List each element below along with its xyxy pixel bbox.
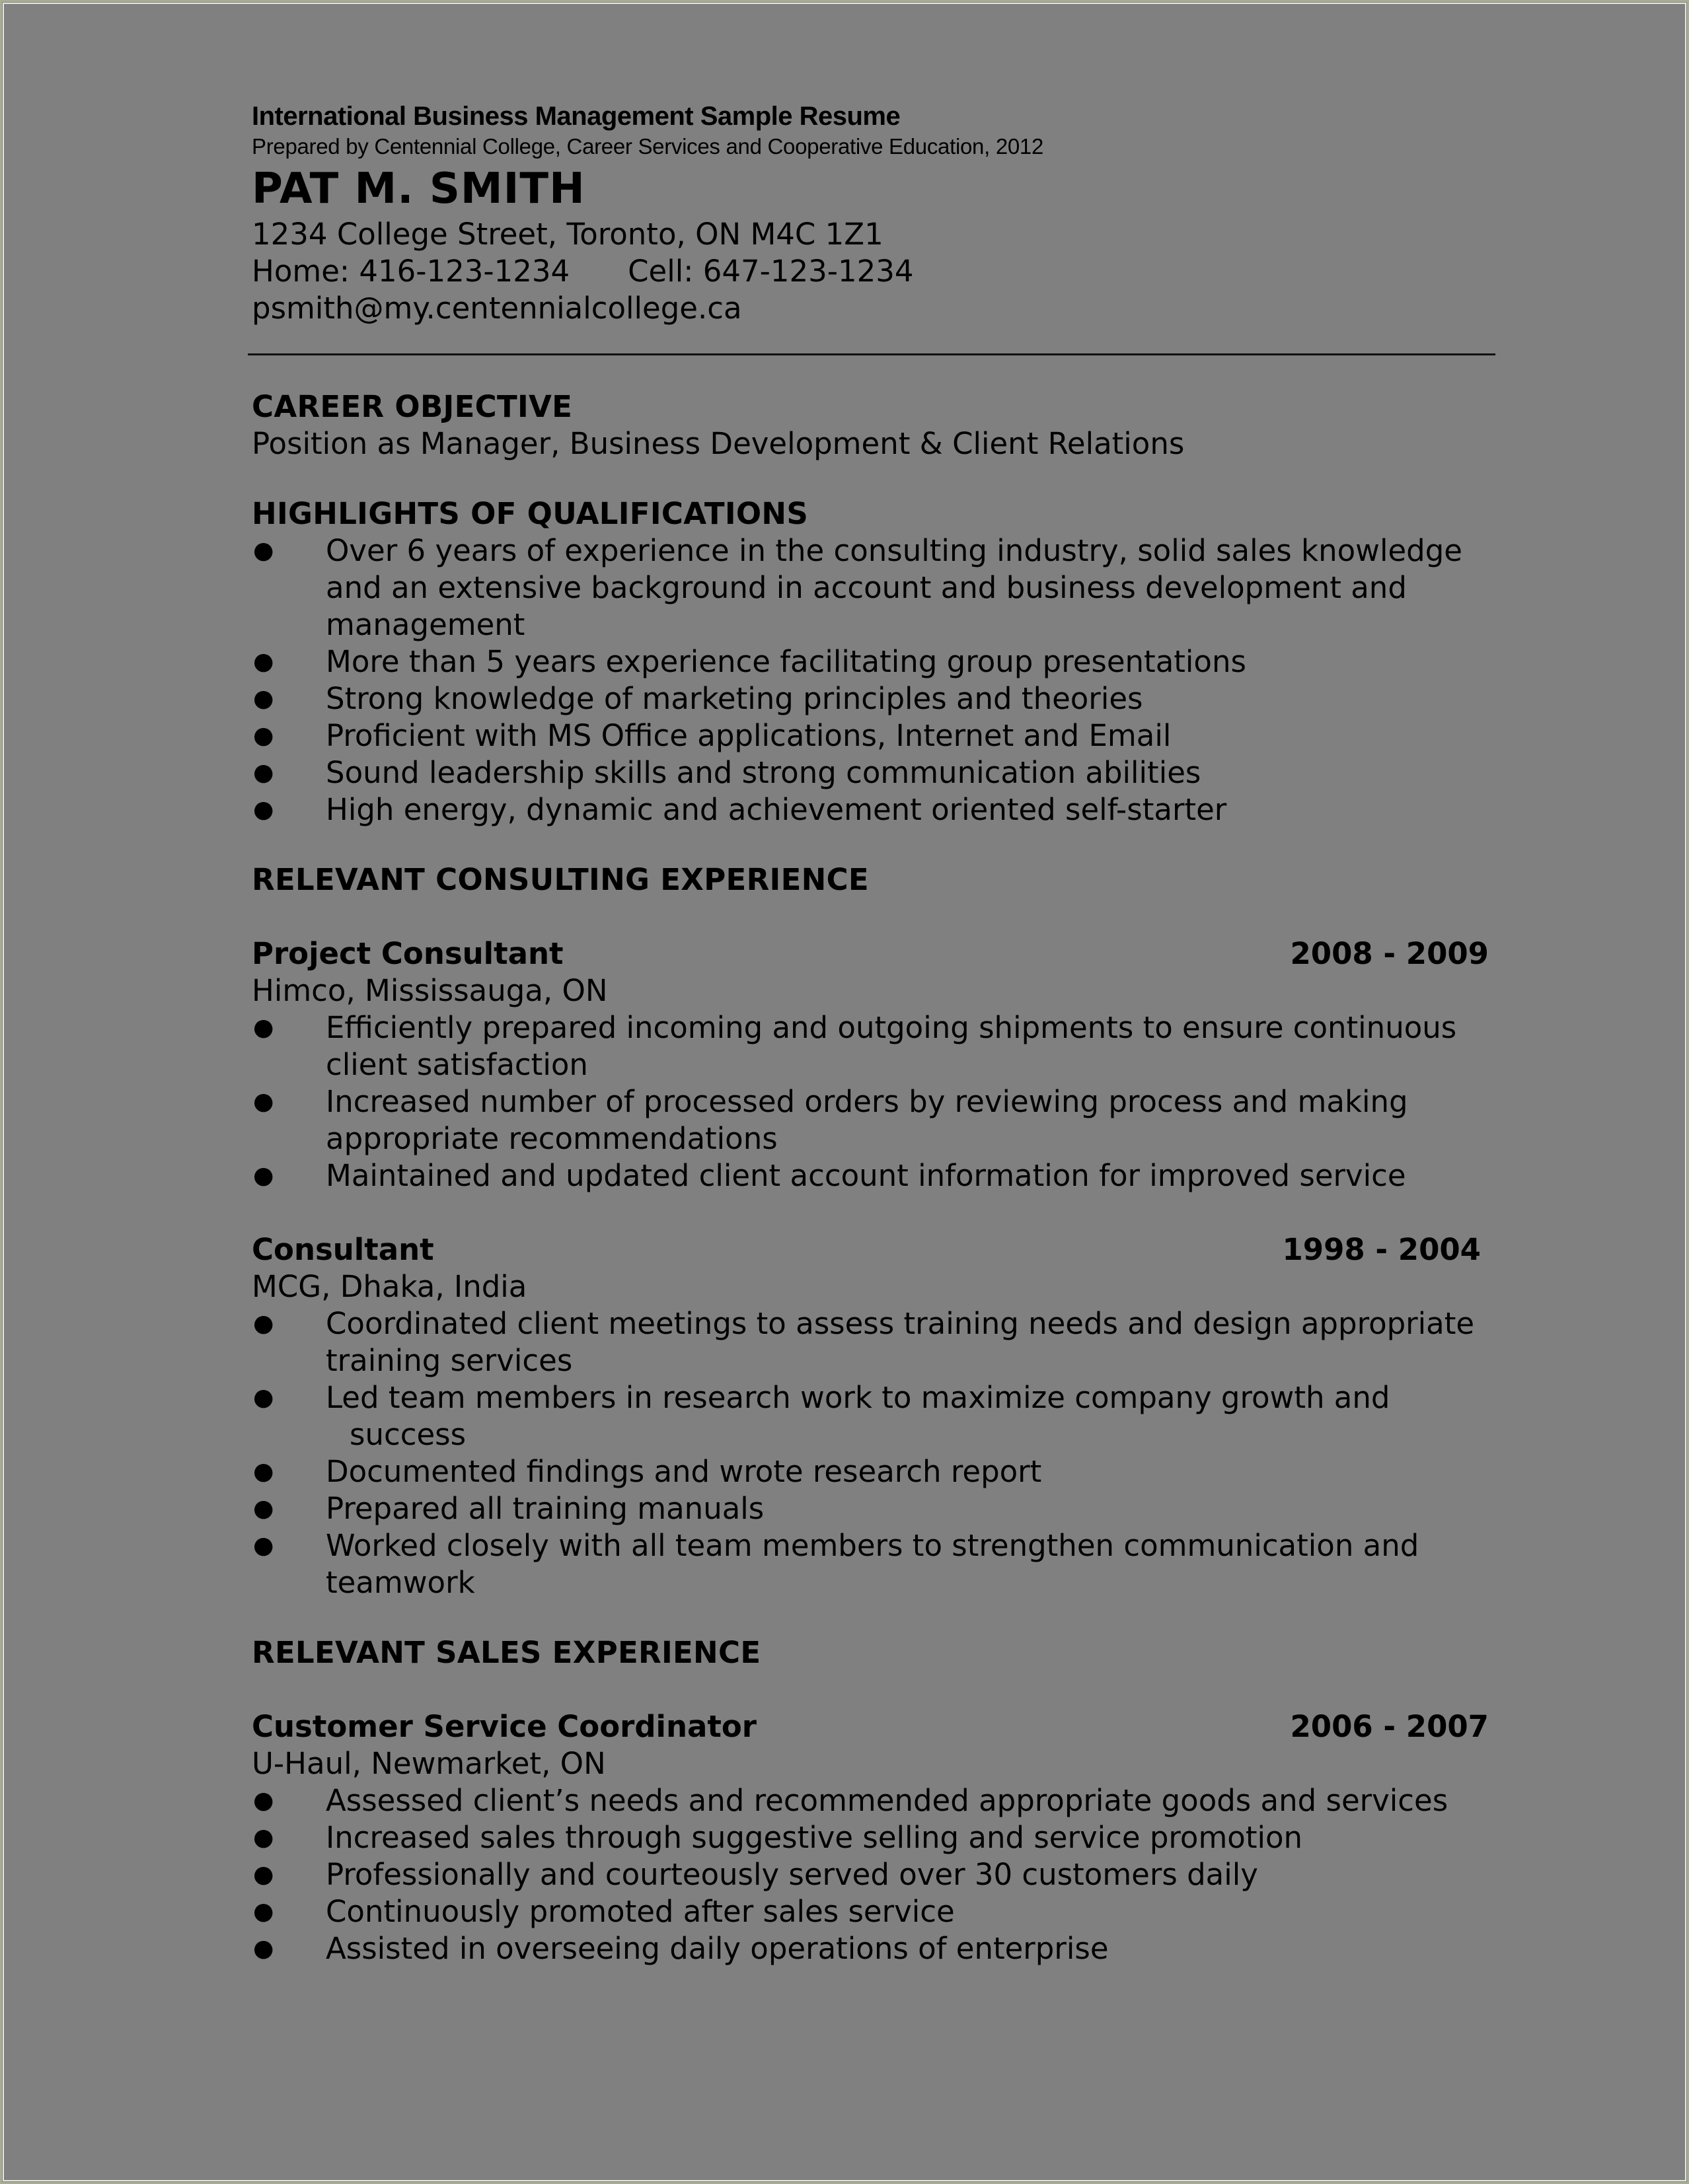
list-item-text: Assisted in overseeing daily operations of enterprise [326,1931,1109,1966]
job-header [252,935,1489,972]
list-item [252,1083,1494,1157]
cell-phone: Cell: 647-123-1234 [628,254,914,289]
list-item-text: Prepared all training manuals [326,1491,765,1526]
job-dates: 1998 - 2004 [1282,1232,1481,1267]
bullet-dot-icon: ● [253,1861,274,1888]
job-header [252,1708,1489,1745]
list-item-text: Proficient with MS Office applications, Internet and Email [326,718,1172,753]
job-entry [252,1231,1494,1601]
bullet-dot-icon: ● [253,1532,274,1559]
list-item [252,1379,1494,1453]
list-item [252,717,1494,754]
resume-page [252,100,1494,1967]
list-item-continuation: success [350,1417,467,1452]
section-heading: HIGHLIGHTS OF QUALIFICATIONS [252,496,809,531]
list-item-text: Maintained and updated client account information for improved service [326,1158,1406,1193]
document-title: International Business Management Sample Resume [252,102,901,131]
career-objective-section [252,388,1494,462]
bullet-dot-icon: ● [253,722,274,749]
list-item-text: Documented findings and wrote research report [326,1454,1042,1489]
job-dates: 2006 - 2007 [1290,1709,1489,1744]
header-divider [248,353,1495,355]
job-title: Customer Service Coordinator [252,1709,757,1744]
job-header [252,1231,1481,1268]
list-item-text: Professionally and courteously served over 30 customers daily [326,1857,1258,1892]
list-item-text: Sound leadership skills and strong communication abilities [326,755,1201,790]
list-item [252,1305,1494,1379]
job-bullets [252,1305,1494,1601]
list-item-text: Strong knowledge of marketing principles and theories [326,681,1143,716]
list-item [252,1527,1494,1601]
list-item [252,1157,1494,1194]
phone-line [252,253,1494,290]
bullet-dot-icon: ● [253,1384,274,1411]
document-subtitle: Prepared by Centennial College, Career Services and Cooperative Education, 2012 [252,134,1044,159]
list-item [252,1782,1494,1819]
list-item-text: Increased number of processed orders by reviewing process and making appropriate recommendations [326,1084,1408,1156]
bullet-dot-icon: ● [253,1787,274,1814]
list-item [252,1009,1494,1083]
bullet-dot-icon: ● [253,1088,274,1115]
bullet-dot-icon: ● [253,796,274,823]
list-item [252,532,1494,643]
bullet-dot-icon: ● [253,537,274,564]
list-item [252,1453,1494,1490]
bullet-dot-icon: ● [253,1162,274,1189]
list-item-text: Assessed client’s needs and recommended appropriate goods and services [326,1783,1448,1818]
list-item-text: Coordinated client meetings to assess training needs and design appropriate training services [326,1306,1475,1378]
bullet-dot-icon: ● [253,648,274,675]
consulting-experience-section [252,861,1494,1601]
job-title: Consultant [252,1232,434,1267]
home-phone: Home: 416-123-1234 [252,254,570,289]
bullet-dot-icon: ● [253,1014,274,1041]
job-title: Project Consultant [252,936,564,971]
list-item [252,1490,1494,1527]
highlights-section [252,495,1494,828]
list-item-text: Over 6 years of experience in the consulting industry, solid sales knowledge and an extensive background in account and business development and management [326,533,1462,642]
bullet-dot-icon: ● [253,1458,274,1485]
list-item [252,1893,1494,1930]
job-bullets [252,1009,1494,1194]
job-entry [252,935,1494,1194]
bullet-dot-icon: ● [253,1495,274,1522]
bullet-dot-icon: ● [253,1310,274,1337]
bullet-dot-icon: ● [253,1898,274,1925]
job-employer: Himco, Mississauga, ON [252,973,608,1008]
email-link[interactable]: psmith@my.centennialcollege.ca [252,291,742,326]
list-item-text: Continuously promoted after sales service [326,1894,955,1929]
bullet-dot-icon: ● [253,1824,274,1851]
address: 1234 College Street, Toronto, ON M4C 1Z1 [252,217,883,252]
list-item-text: Worked closely with all team members to strengthen communication and teamwork [326,1528,1419,1600]
list-item [252,643,1494,680]
list-item [252,754,1494,791]
list-item [252,680,1494,717]
list-item [252,1819,1494,1856]
list-item-text: Led team members in research work to maximize company growth and [326,1380,1390,1415]
job-dates: 2008 - 2009 [1290,936,1489,971]
job-employer: U-Haul, Newmarket, ON [252,1746,606,1781]
list-item [252,791,1494,828]
resume-header [252,162,1494,327]
career-objective-text: Position as Manager, Business Development & Client Relations [252,426,1185,461]
section-heading: RELEVANT CONSULTING EXPERIENCE [252,862,869,897]
list-item-text: High energy, dynamic and achievement oriented self-starter [326,792,1227,827]
list-item-text: Increased sales through suggestive selling and service promotion [326,1820,1303,1855]
list-item [252,1856,1494,1893]
list-item [252,1930,1494,1967]
job-bullets [252,1782,1494,1967]
sales-experience-section [252,1634,1494,1967]
bullet-dot-icon: ● [253,685,274,712]
list-item-text: More than 5 years experience facilitating group presentations [326,644,1246,679]
section-heading: CAREER OBJECTIVE [252,389,573,424]
list-item-text: Efficiently prepared incoming and outgoing shipments to ensure continuous client satisfaction [326,1010,1457,1082]
job-employer: MCG, Dhaka, India [252,1269,527,1304]
highlights-list [252,532,1494,828]
bullet-dot-icon: ● [253,759,274,786]
candidate-name: PAT M. SMITH [252,164,585,213]
section-heading: RELEVANT SALES EXPERIENCE [252,1635,761,1670]
job-entry [252,1708,1494,1967]
bullet-dot-icon: ● [253,1935,274,1962]
